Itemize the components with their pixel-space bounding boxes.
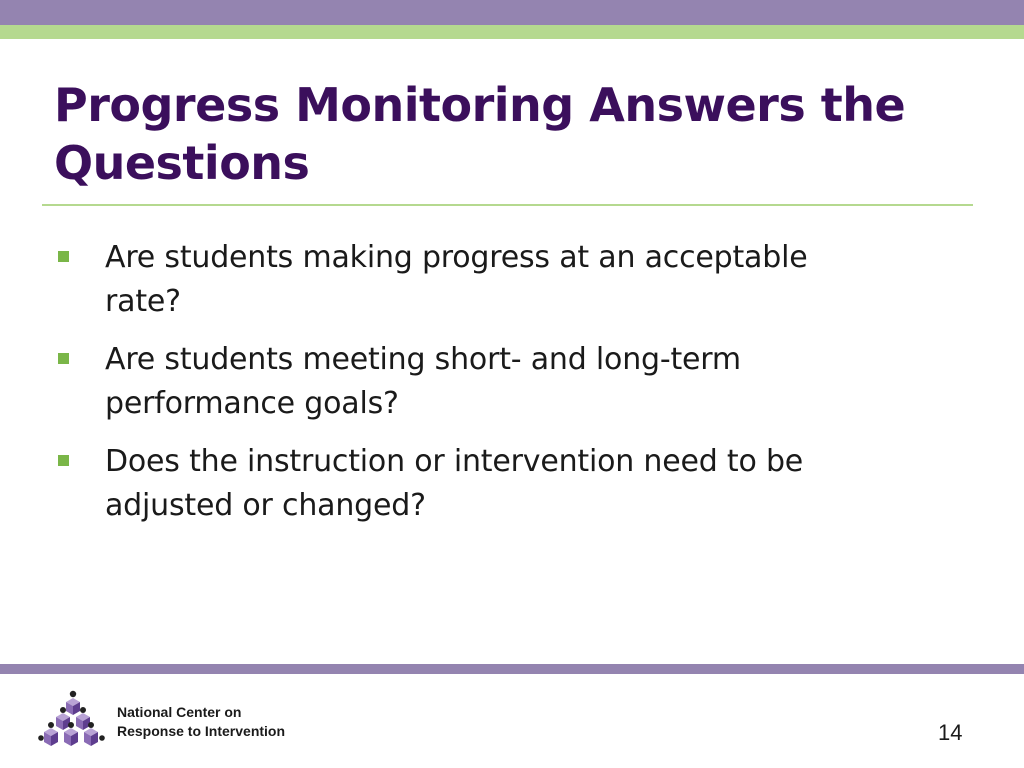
title-line-2: Questions bbox=[54, 136, 310, 190]
bottom-band-purple bbox=[0, 664, 1024, 674]
slide-title bbox=[54, 76, 954, 192]
org-name-line-2: Response to Intervention bbox=[117, 723, 286, 739]
bullet-text-line-1: Are students making progress at an acceptable bbox=[105, 240, 808, 275]
bullet-text-line-2: adjusted or changed? bbox=[105, 488, 426, 523]
org-name bbox=[117, 703, 285, 741]
bullet-item bbox=[56, 236, 916, 324]
bullet-text-line-2: performance goals? bbox=[105, 386, 399, 421]
square-bullet-icon bbox=[58, 353, 69, 364]
stacked-cubes-logo-icon bbox=[38, 688, 108, 754]
top-band-purple bbox=[0, 0, 1024, 25]
square-bullet-icon bbox=[58, 455, 69, 466]
bullet-item bbox=[56, 338, 916, 426]
bullet-text-line-1: Does the instruction or intervention need to be bbox=[105, 444, 804, 479]
title-line-1: Progress Monitoring Answers the bbox=[54, 78, 906, 132]
bullet-text-line-1: Are students meeting short- and long-term bbox=[105, 342, 741, 377]
org-name-line-1: National Center on bbox=[117, 704, 242, 720]
bullet-list bbox=[56, 236, 916, 542]
bullet-item bbox=[56, 440, 916, 528]
bullet-text-line-2: rate? bbox=[105, 284, 181, 319]
square-bullet-icon bbox=[58, 251, 69, 262]
top-band-green bbox=[0, 25, 1024, 39]
title-divider bbox=[42, 204, 973, 206]
page-number: 14 bbox=[938, 720, 963, 745]
